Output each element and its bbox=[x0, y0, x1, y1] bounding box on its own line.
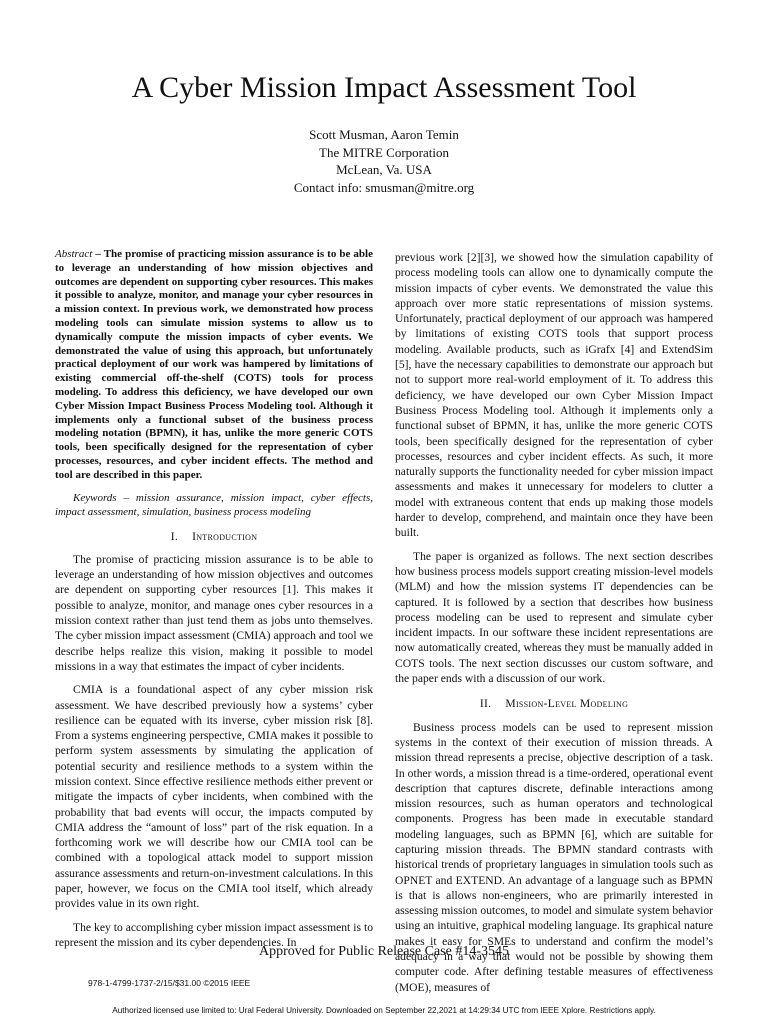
location: McLean, Va. USA bbox=[336, 162, 432, 177]
affiliation: The MITRE Corporation bbox=[319, 144, 449, 160]
author-names: Scott Musman, Aaron Temin bbox=[309, 127, 459, 142]
abstract-text: – The promise of practicing mission assurance is to be able to leverage an understanding of how mission objectives and outcomes are dependent on supporting cyber resources. This makes it possible to analyze, monitor, and manage your cyber resources in a mission context. In previous work, we demonstrated how process modeling tools can simulate mission systems to allow us to dynamically compute the mission impacts of cyber events. We demonstrated the value of using this approach, but unfortunately practical deployment of our work was hampered by limitations of existing commercial off-the-shelf (COTS) tools for process modeling. To address this deficiency, we have developed our own Cyber Mission Impact Business Process Modeling tool. Although it implements only a functional subset of the business process modeling notation (BPMN), it has, unlike the more generic COTS tools, been specifically designed for the representation of cyber processes, resources, and cyber incident effects. The method and tool are described in this paper. bbox=[55, 248, 373, 481]
abstract-label: Abstract bbox=[55, 248, 93, 260]
paragraph: The paper is organized as follows. The next section describes how business process models support creating mission-level models (MLM) and how the mission systems IT dependencies can be captured. It is followed by a section that describes how business process modeling can be used to represent and simulate cyber incident impacts. In our software these incident representations are now automatically created, whereas they must be manually added in COTS tools. The next section discusses our custom software, and the paper ends with a discussion of our work. bbox=[395, 549, 713, 686]
paragraph: Business process models can be used to represent mission systems in the context of their execution of mission threads. A mission thread represents a precise, objective description of a task. In other words, a mission thread is a time-ordered, operational event description that captures discrete, definable interactions among mission resources, such as human operators and technological components. Progress has been made in executable standard modeling languages, such as BPMN [6], which are suitable for capturing mission threads. The BPMN standard contrasts with historical trends of proprietary languages in simulation tools such as OPNET and EXTEND. An advantage of a language such as BPMN is that is allows non-engineers, who are primarily interested in assessing mission outcomes, to model and simulate system behavior using an intuitive, graphical modeling language. Its graphical nature makes it easy for SMEs to understand and confirm the model’s adequacy in a way that would not be possible by showing them computer code. After defining testable measures of effectiveness (MOE), measures of bbox=[395, 720, 713, 994]
keywords: Keywords – mission assurance, mission impact, cyber effects, impact assessment, simulation, business process modeling bbox=[55, 491, 373, 518]
abstract bbox=[55, 248, 373, 483]
author-block bbox=[0, 126, 768, 196]
contact-info: Contact info: smusman@mitre.org bbox=[293, 179, 475, 195]
release-notice: Approved for Public Release Case #14-3545 bbox=[259, 944, 509, 959]
section-heading-introduction bbox=[55, 529, 373, 544]
paragraph: previous work [2][3], we showed how the simulation capability of process modeling tools can allow one to dynamically compute the mission impacts of cyber events. We demonstrated the value this approach over more static representations of mission systems. Unfortunately, practical deployment of our approach was hampered by limitations of existing COTS tools that support process modeling. Available products, such as iGrafx [4] and ExtendSim [5], have the necessary capabilities to demonstrate our approach but not to support more real-world employment of it. To address this deficiency, we have developed our own Cyber Mission Impact Business Process Modeling tool. Although it implements only a functional subset of BPMN, it has, unlike the more generic COTS tools, been specifically designed for the representation of cyber processes, resources and cyber incident effects. As such, it more naturally supports the functionality needed for cyber mission impact assessments and makes it unnecessary for modelers to clutter a model with extraneous content that ends up making those models harder to develop, comprehend, and maintain once they have been built. bbox=[395, 251, 713, 540]
paragraph: CMIA is a foundational aspect of any cyber mission risk assessment. We have described previously how a systems’ cyber resilience can be equated with its inverse, cyber mission risk [8]. From a systems engineering perspective, CMIA makes it possible to perform system assessments by simulating the application of potential security and resilience methods to a system within the mission context. Since effective resilience methods either prevent or mitigate the impacts of cyber incidents, when combined with the probability that bad events will occur, the impacts computed by CMIA address the “amount of loss” part of the risk equation. In a forthcoming work we will describe how our CMIA tool can be combined with a topological attack model to support mission assurance assessments and return-on-investment calculations. In this paper, however, we focus on the CMIA tool itself, which already provides value in its own right. bbox=[55, 683, 373, 911]
section-number: II. bbox=[479, 697, 492, 711]
paper-title: A Cyber Mission Impact Assessment Tool bbox=[131, 71, 637, 104]
license-notice: Authorized licensed use limited to: Ural Federal University. Downloaded on September 22,2021 at 14:29:34 UTC from IEEE Xplore. Restrictions apply. bbox=[112, 1006, 656, 1015]
section-heading-mission-level-modeling bbox=[395, 696, 713, 711]
section-title: Introduction bbox=[192, 529, 258, 543]
paragraph: The key to accomplishing cyber mission impact assessment is to represent the mission and its cyber dependencies. In bbox=[55, 920, 373, 949]
right-column bbox=[395, 250, 713, 1003]
left-column bbox=[55, 248, 373, 958]
section-number: I. bbox=[170, 529, 179, 543]
isbn-line: 978-1-4799-1737-2/15/$31.00 ©2015 IEEE bbox=[88, 978, 251, 988]
paragraph: The promise of practicing mission assurance is to be able to leverage an understanding of how mission objectives and outcomes are dependent on supporting cyber resources [1]. This makes it possible to analyze, monitor, and manage ones cyber resources in a mission context rather than just tend them as jobs unto themselves. The cyber mission impact assessment (CMIA) approach and tool we describe helps realize this vision, making it possible to model missions in a way that estimates the impact of cyber incidents. bbox=[55, 552, 373, 673]
section-title: Mission-Level Modeling bbox=[505, 697, 629, 711]
